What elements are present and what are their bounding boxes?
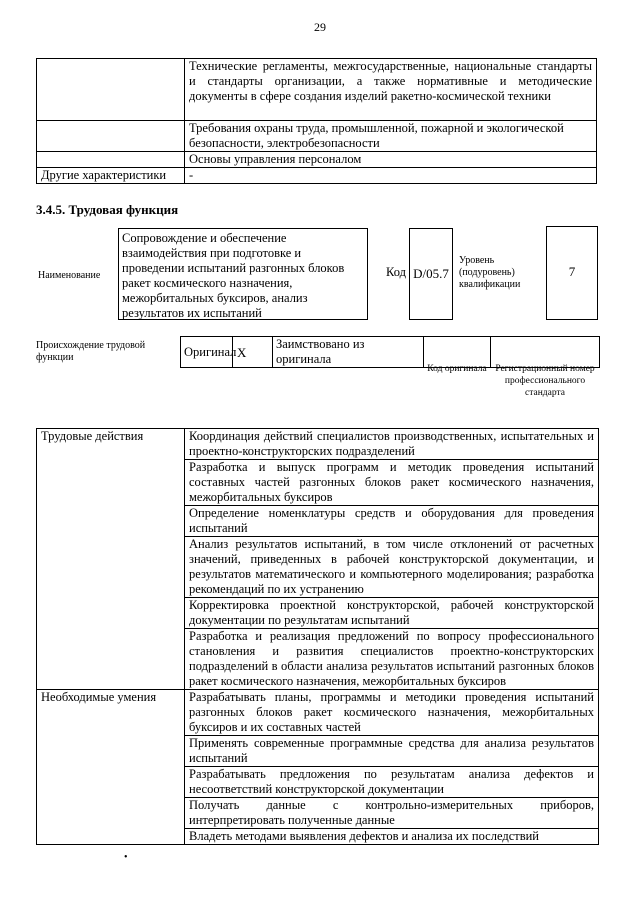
- table-row: Применять современные программные средства для анализа результатов испытаний: [185, 736, 599, 767]
- table-row: Корректировка проектной конструкторской, рабочей конструкторской документации по результатам испытаний: [185, 598, 599, 629]
- table-row: Разрабатывать предложения по результатам анализа дефектов и несоответствий конструкторской документации: [185, 767, 599, 798]
- reg-caption: Регистрационный номер профессионального стандарта: [495, 364, 595, 398]
- name-label: Наименование: [38, 270, 101, 281]
- section-title: 3.4.5. Трудовая функция: [36, 202, 179, 217]
- main-table: [36, 428, 599, 845]
- footer-mark: •: [124, 852, 128, 863]
- code-label: Код: [386, 265, 406, 279]
- name-value: Сопровождение и обеспечение взаимодействия при подготовке и проведении испытаний разгонных блоков ракет космического назначения, межорбитальных буксиров, анализ результатов их испытаний: [118, 228, 368, 320]
- original-label: Оригинал: [181, 337, 233, 368]
- other-characteristics-value: -: [185, 168, 597, 184]
- top-table-left-cell: [37, 121, 185, 152]
- table-row: Определение номенклатуры средств и оборудования для проведения испытаний: [185, 506, 599, 537]
- page-number: 29: [314, 20, 326, 34]
- level-value: 7: [546, 226, 598, 320]
- top-table-left-cell: [37, 59, 185, 121]
- table-row: Разработка и реализация предложений по вопросу профессионального становления и развития специалистов проектно-конструкторских подразделений в области анализа результатов испытаний разгонных блоков ракет космического назначения, межорбитальных буксиров: [185, 629, 599, 690]
- table-row: Разработка и выпуск программ и методик проведения испытаний составных частей разгонных блоков ракет космического назначения, межорбитальных буксиров: [185, 460, 599, 506]
- top-table: [36, 58, 597, 184]
- other-characteristics-label: Другие характеристики: [37, 168, 185, 184]
- original-mark: X: [233, 337, 273, 368]
- top-table-cell: Основы управления персоналом: [185, 152, 597, 168]
- level-label: Уровень (подуровень) квалификации: [459, 255, 521, 290]
- origin-label: Происхождение трудовой функции: [36, 340, 146, 363]
- top-table-cell: Технические регламенты, межгосударственные, национальные стандарты и стандарты организации, а также нормативные и методические документы в сфере создания изделий ракетно-космической техники: [185, 59, 597, 121]
- top-table-left-cell: [37, 152, 185, 168]
- code-value: D/05.7: [409, 228, 453, 320]
- table-row: Анализ результатов испытаний, в том числе отклонений от расчетных значений, приведенных в рабочей конструкторской документации, и результатов математического и компьютерного моделирования; разработка рекомендаций по их устранению: [185, 537, 599, 598]
- top-table-cell: Требования охраны труда, промышленной, пожарной и экологической безопасности, электробезопасности: [185, 121, 597, 152]
- required-skills-title: Необходимые умения: [37, 690, 185, 845]
- table-row: Координация действий специалистов производственных, испытательных и проектно-конструкторских подразделений: [185, 429, 599, 460]
- borrowed-label: Заимствовано из оригинала: [273, 337, 424, 368]
- table-row: Получать данные с контрольно-измерительных приборов, интерпретировать полученные данные: [185, 798, 599, 829]
- table-row: Владеть методами выявления дефектов и анализа их последствий: [185, 829, 599, 845]
- table-row: Разрабатывать планы, программы и методики проведения испытаний разгонных блоков ракет космического назначения, межорбитальных буксиров и их составных частей: [185, 690, 599, 736]
- code-caption: Код оригинала: [427, 364, 487, 374]
- labor-actions-title: Трудовые действия: [37, 429, 185, 690]
